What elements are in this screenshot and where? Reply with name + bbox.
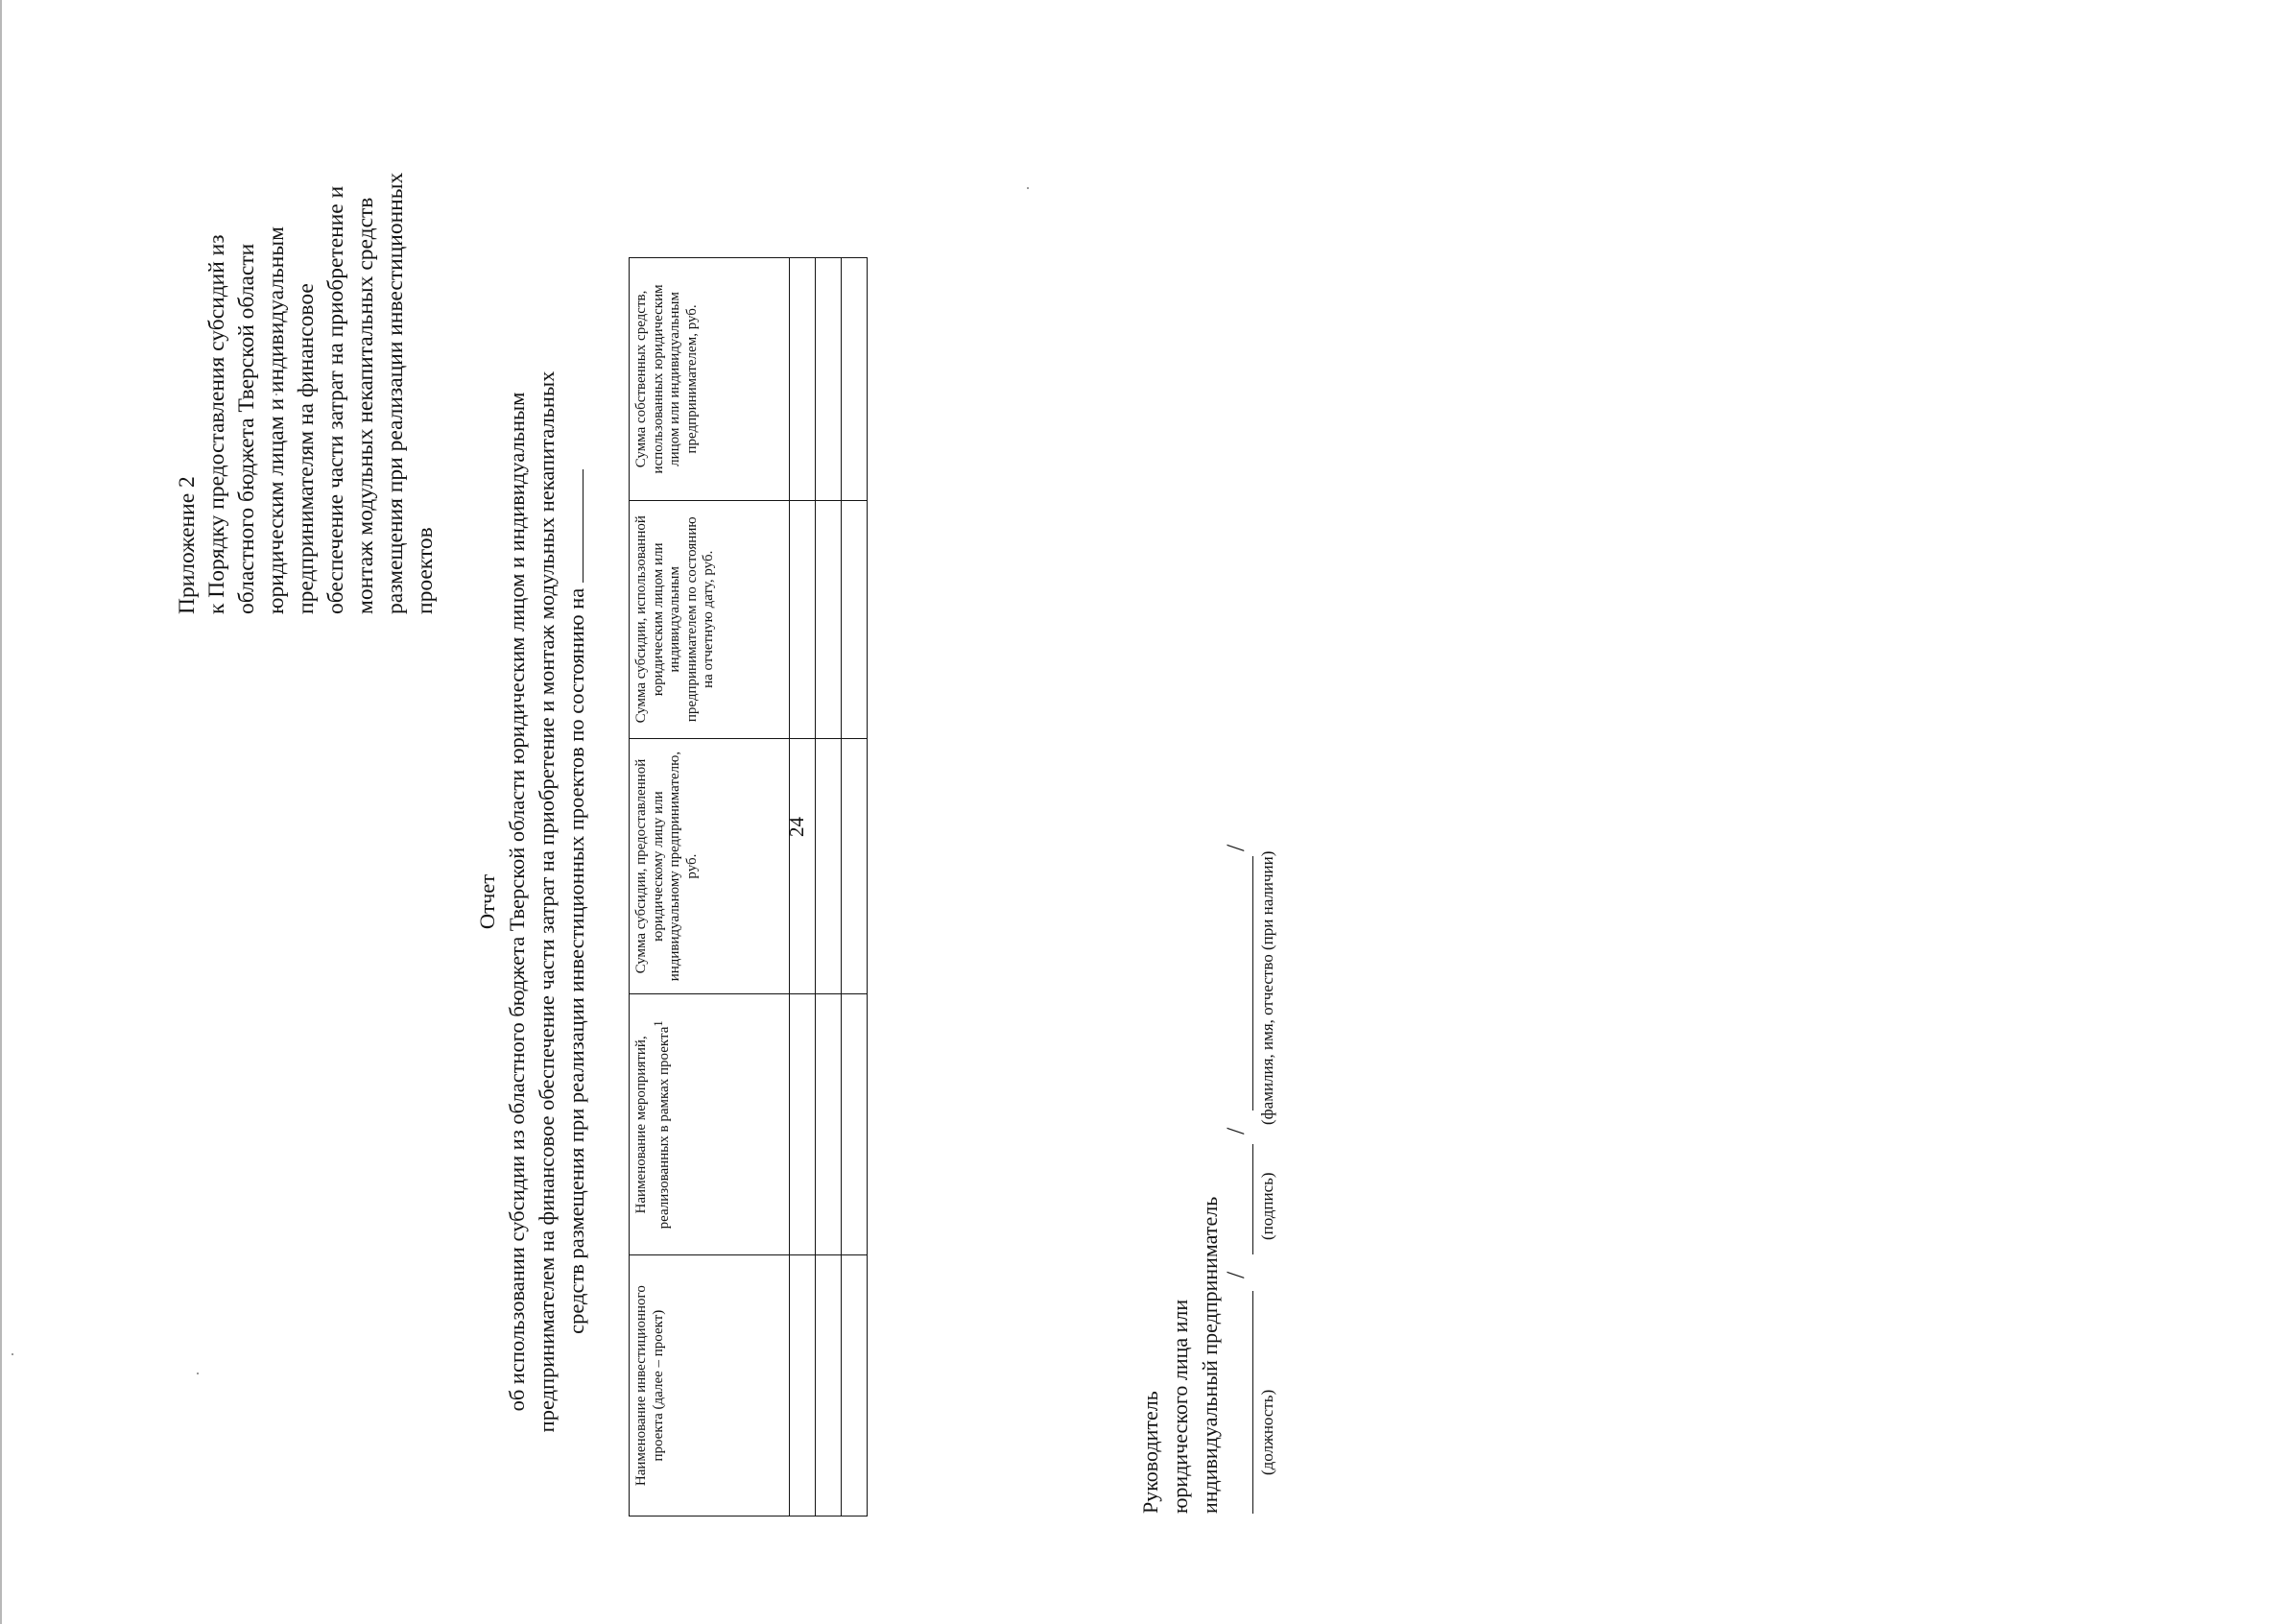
- separator-slash: /: [1222, 1271, 1250, 1278]
- annex-line: размещения при реализации инвестиционных: [383, 172, 408, 614]
- table-cell: [842, 258, 868, 501]
- report-subtitle-line-last: [561, 266, 591, 1538]
- annex-line: к Порядку предоставления субсидий из: [204, 234, 229, 614]
- header-own-funds: Сумма собственных средств, использованных юридическим лицом или индивидуальным предпринимателем, руб.: [630, 258, 790, 501]
- report-heading: [472, 266, 591, 1538]
- signatory-title-line: индивидуальный предприниматель: [1198, 1196, 1222, 1514]
- signatory-title-line: юридического лица или: [1168, 1299, 1192, 1514]
- caption-position: (должность): [1258, 1389, 1276, 1475]
- report-subtitle-line: предпринимателем на финансовое обеспечение части затрат на приобретение и монтаж модульных некапитальных: [535, 370, 559, 1433]
- annex-line: юридическим лицам и индивидуальным: [264, 227, 289, 614]
- table-cell: [842, 738, 868, 994]
- header-subsidy-used: Сумма субсидии, использованной юридическим лицом или индивидуальным предпринимателем по состоянию на отчетную дату, руб.: [630, 500, 790, 738]
- report-subtitle-text: средств размещения при реализации инвестиционных проектов по состоянию на: [564, 587, 588, 1334]
- annex-line: предпринимателям на финансовое: [294, 283, 319, 614]
- table-cell: [790, 1255, 816, 1517]
- table-row: [790, 258, 816, 1517]
- table-header-row: [630, 258, 790, 1517]
- separator-slash: /: [1222, 844, 1250, 851]
- table-row: [842, 258, 868, 1517]
- signature-line: [1252, 1144, 1253, 1254]
- table-cell: [842, 1255, 868, 1517]
- annex-line: обеспечение части затрат на приобретение и: [323, 185, 348, 614]
- signatory-title-line: Руководитель: [1138, 1391, 1162, 1514]
- annex-block: [173, 77, 441, 614]
- table-cell: [790, 258, 816, 501]
- footnote-marker: 1: [651, 1020, 665, 1027]
- table-cell: [790, 994, 816, 1255]
- annex-line: монтаж модульных некапитальных средств: [353, 197, 378, 614]
- caption-signature: (подпись): [1258, 1172, 1276, 1240]
- full-name-signature-line: [1252, 856, 1253, 1111]
- header-activities: Наименование мероприятий, реализованных в рамках проекта$^1$: [630, 994, 790, 1255]
- report-subtitle-line: об использовании субсидии из областного бюджета Тверской области юридическим лицом и индивидуальным: [505, 392, 529, 1412]
- table-cell: [816, 738, 842, 994]
- separator-slash: /: [1222, 1127, 1250, 1134]
- table-cell: [790, 738, 816, 994]
- table-cell: [790, 500, 816, 738]
- position-signature-line: [1252, 1291, 1253, 1514]
- signature-block: [1135, 458, 2287, 1514]
- table-cell: [816, 500, 842, 738]
- header-subsidy-granted: Сумма субсидии, предоставленной юридическому лицу или индивидуальному предпринимателю, руб.: [630, 738, 790, 994]
- annex-line: проектов: [413, 527, 438, 614]
- annex-line: областного бюджета Тверской области: [234, 243, 259, 614]
- header-project-name: Наименование инвестиционного проекта (далее – проект): [630, 1255, 790, 1517]
- date-blank-field: [563, 469, 584, 583]
- report-table: [629, 257, 868, 1517]
- table-cell: [842, 994, 868, 1255]
- report-title: Отчет: [475, 873, 499, 930]
- page-number: 24: [785, 817, 808, 837]
- table-cell: [842, 500, 868, 738]
- table-row: [816, 258, 842, 1517]
- annex-line: Приложение 2: [175, 476, 200, 614]
- table-cell: [816, 994, 842, 1255]
- table-cell: [816, 1255, 842, 1517]
- caption-full-name: (фамилия, имя, отчество (при наличии): [1258, 850, 1276, 1125]
- table-cell: [816, 258, 842, 501]
- signatory-title: [1135, 1197, 1225, 1514]
